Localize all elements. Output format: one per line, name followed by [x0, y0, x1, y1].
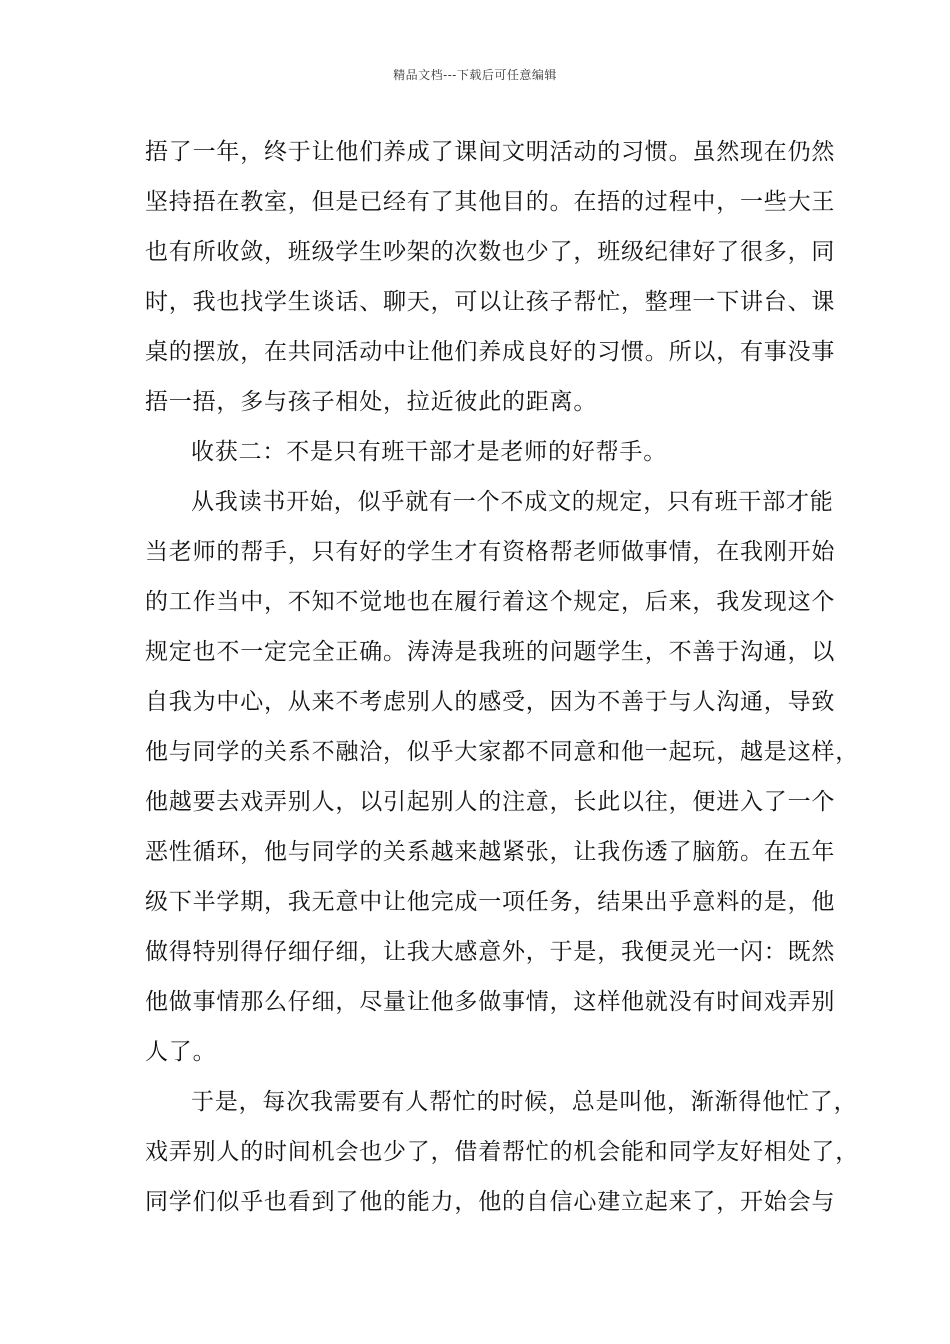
document-body	[145, 130, 859, 1230]
text-line: 他越要去戏弄别人，以引起别人的注意，长此以往，便进入了一个	[145, 789, 836, 815]
text-line: 戏弄别人的时间机会也少了，借着帮忙的机会能和同学友好相处了，	[145, 1139, 859, 1165]
text-line: 规定也不一定完全正确。涛涛是我班的问题学生，不善于沟通，以	[145, 639, 836, 665]
text-line: 自我为中心，从来不考虑别人的感受，因为不善于与人沟通，导致	[145, 689, 836, 715]
text-line: 坚持捂在教室，但是已经有了其他目的。在捂的过程中，一些大王	[145, 189, 836, 215]
text-line: 他做事情那么仔细，尽量让他多做事情，这样他就没有时间戏弄别	[145, 989, 836, 1015]
text-line: 做得特别得仔细仔细，让我大感意外，于是，我便灵光一闪：既然	[145, 939, 836, 965]
text-line: 当老师的帮手，只有好的学生才有资格帮老师做事情，在我刚开始	[145, 539, 836, 565]
text-line: 恶性循环，他与同学的关系越来越紧张，让我伤透了脑筋。在五年	[145, 839, 836, 865]
text-line: 的工作当中，不知不觉地也在履行着这个规定，后来，我发现这个	[145, 589, 836, 615]
text-line: 人了。	[145, 1039, 217, 1065]
text-line: 他与同学的关系不融洽，似乎大家都不同意和他一起玩，越是这样，	[145, 739, 859, 765]
text-line: 捂一捂，多与孩子相处，拉近彼此的距离。	[145, 389, 598, 415]
text-line: 捂了一年，终于让他们养成了课间文明活动的习惯。虽然现在仍然	[145, 139, 836, 165]
paragraph-start-line: 从我读书开始，似乎就有一个不成文的规定，只有班干部才能	[191, 489, 834, 515]
section-heading: 收获二：不是只有班干部才是老师的好帮手。	[191, 439, 667, 465]
text-line: 桌的摆放，在共同活动中让他们养成良好的习惯。所以，有事没事	[145, 339, 836, 365]
paragraph-start-line: 于是，每次我需要有人帮忙的时候，总是叫他，渐渐得他忙了，	[191, 1089, 858, 1115]
text-line: 时，我也找学生谈话、聊天，可以让孩子帮忙，整理一下讲台、课	[145, 289, 836, 315]
text-line: 级下半学期，我无意中让他完成一项任务，结果出乎意料的是，他	[145, 889, 836, 915]
page-header: 精品文档---下载后可任意编辑	[393, 68, 557, 82]
text-line: 也有所收敛，班级学生吵架的次数也少了，班级纪律好了很多，同	[145, 239, 836, 265]
text-line: 同学们似乎也看到了他的能力，他的自信心建立起来了，开始会与	[145, 1189, 836, 1215]
